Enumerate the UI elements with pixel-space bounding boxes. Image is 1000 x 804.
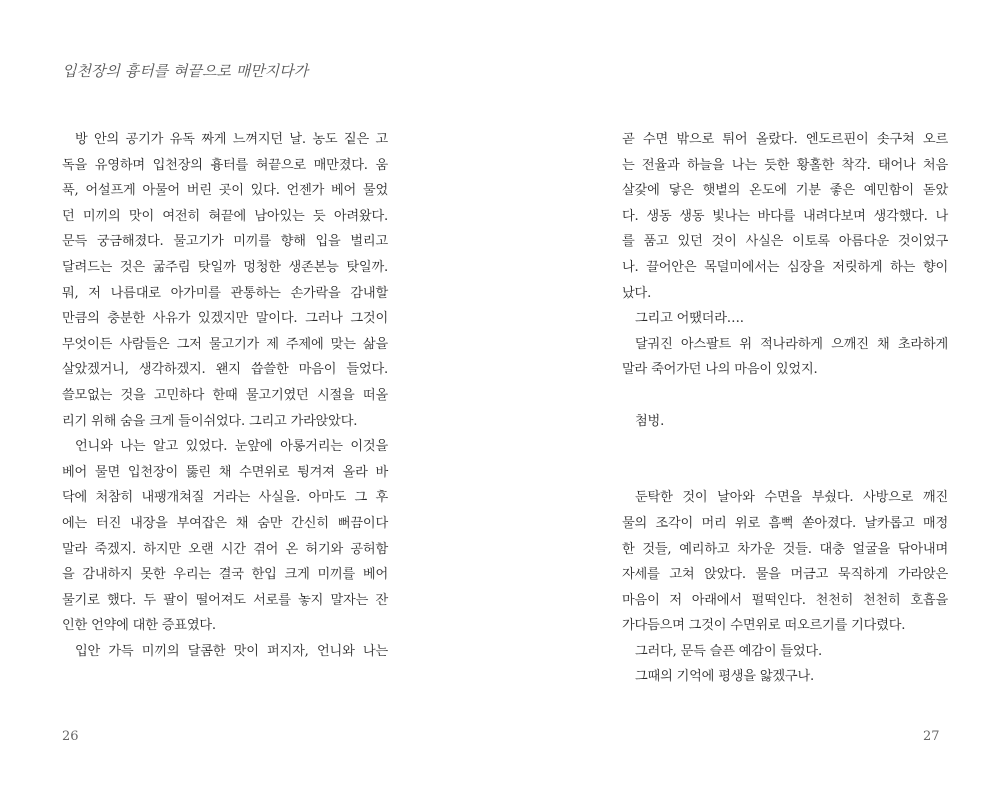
text-line: 방 안의 공기가 유독 짜게 느껴지던 날. 농도 짙은 고 [75, 132, 388, 147]
text-line: 그때의 기억에 평생을 앓겠구나. [635, 669, 814, 685]
text-line: 첨벙. [635, 413, 665, 429]
blank-line [622, 460, 948, 486]
text-line: 달궈진 아스팔트 위 적나라하게 으깨진 채 초라하게 [635, 336, 948, 352]
text-line: 만큼의 충분한 사유가 있겠지만 말이다. 그러나 그것이 [62, 311, 388, 327]
text-line: 둔탁한 것이 날아와 수면을 부쉈다. 사방으로 깨진 [635, 490, 948, 506]
text-line: 자세를 고쳐 앉았다. 물을 머금고 묵직하게 가라앉은 [622, 567, 948, 583]
text-line: 무엇이든 사람들은 그저 물고기가 제 주제에 맞는 삶을 [62, 336, 388, 352]
page-number: 26 [62, 729, 79, 744]
blank-line [622, 383, 948, 409]
text-line: 가다듬으며 그것이 수면위로 떠오르기를 기다렸다. [622, 618, 906, 634]
text-line: 물의 조각이 머리 위로 흠뻑 쏟아졌다. 날카롭고 매정 [622, 515, 948, 531]
text-line: 다. 생동 생동 빛나는 바다를 내려다보며 생각했다. 나 [622, 208, 948, 224]
text-line: 한 것들, 예리하고 차가운 것들. 대충 얼굴을 닦아내며 [622, 541, 948, 557]
text-line: 말라 죽어가던 나의 마음이 있었지. [622, 362, 818, 378]
text-line: 곧 수면 밖으로 튀어 올랐다. 엔도르핀이 솟구쳐 오르 [622, 132, 948, 147]
text-line: 에는 터진 내장을 부여잡은 채 숨만 간신히 뻐끔이다 [62, 515, 388, 531]
text-line: 마음이 저 아래에서 펄떡인다. 천천히 천천히 호흡을 [622, 592, 948, 608]
text-line: 리기 위해 숨을 크게 들이쉬었다. 그리고 가라앉았다. [62, 413, 358, 429]
text-line: 입안 가득 미끼의 달콤한 맛이 퍼지자, 언니와 나는 [75, 643, 388, 659]
text-line: 나. 끌어안은 목덜미에서는 심장을 저릿하게 하는 향이 [622, 259, 948, 275]
text-line: 인한 언약에 대한 증표였다. [62, 618, 216, 634]
text-line: 쓸모없는 것을 고민하다 한때 물고기였던 시절을 떠올 [62, 387, 388, 403]
text-line: 달려드는 것은 굶주림 탓일까 멍청한 생존본능 탓일까. [62, 259, 388, 275]
text-line: 문득 궁금해졌다. 물고기가 미끼를 향해 입을 벌리고 [62, 234, 388, 250]
text-line: 베어 물면 입천장이 뚫린 채 수면위로 튕겨져 올라 바 [62, 464, 388, 480]
text-line: 닥에 처참히 내팽개쳐질 거라는 사실을. 아마도 그 후 [62, 490, 388, 506]
text-line: 물기로 했다. 두 팔이 떨어져도 서로를 놓지 말자는 잔 [62, 592, 388, 608]
page-number: 27 [923, 729, 940, 744]
text-line: 살갗에 닿은 햇볕의 온도에 기분 좋은 예민함이 돋았 [622, 183, 948, 199]
text-line: 언니와 나는 알고 있었다. 눈앞에 아롱거리는 이것을 [75, 439, 388, 455]
text-line: 그러다, 문득 슬픈 예감이 들었다. [635, 643, 822, 659]
right-page [500, 0, 1000, 804]
blank-line [622, 434, 948, 460]
text-line: 푹, 어설프게 아물어 버린 곳이 있다. 언젠가 베어 물었 [62, 183, 388, 199]
text-line: 독을 유영하며 입천장의 흉터를 혀끝으로 매만졌다. 움 [62, 157, 388, 173]
right-body-text [622, 127, 948, 690]
running-head: 입천장의 흉터를 혀끝으로 매만지다가 [62, 62, 309, 80]
text-line: 던 미끼의 맛이 여전히 혀끝에 남아있는 듯 아려왔다. [62, 208, 388, 224]
text-line: 났다. [622, 285, 652, 301]
text-line: 말라 죽겠지. 하지만 오랜 시간 겪어 온 허기와 공허함 [62, 541, 388, 557]
text-line: 뭐, 저 나름대로 아가미를 관통하는 손가락을 감내할 [62, 285, 388, 301]
text-line: 살았겠거니, 생각하겠지. 왠지 씁쓸한 마음이 들었다. [62, 362, 388, 378]
text-line: 그리고 어땠더라…. [635, 311, 744, 327]
left-body-text [62, 127, 388, 664]
text-line: 을 감내하지 못한 우리는 결국 한입 크게 미끼를 베어 [62, 567, 388, 583]
text-line: 는 전율과 하늘을 나는 듯한 황홀한 착각. 태어나 처음 [622, 157, 948, 173]
text-line: 를 품고 있던 것이 사실은 이토록 아름다운 것이었구 [622, 234, 948, 250]
